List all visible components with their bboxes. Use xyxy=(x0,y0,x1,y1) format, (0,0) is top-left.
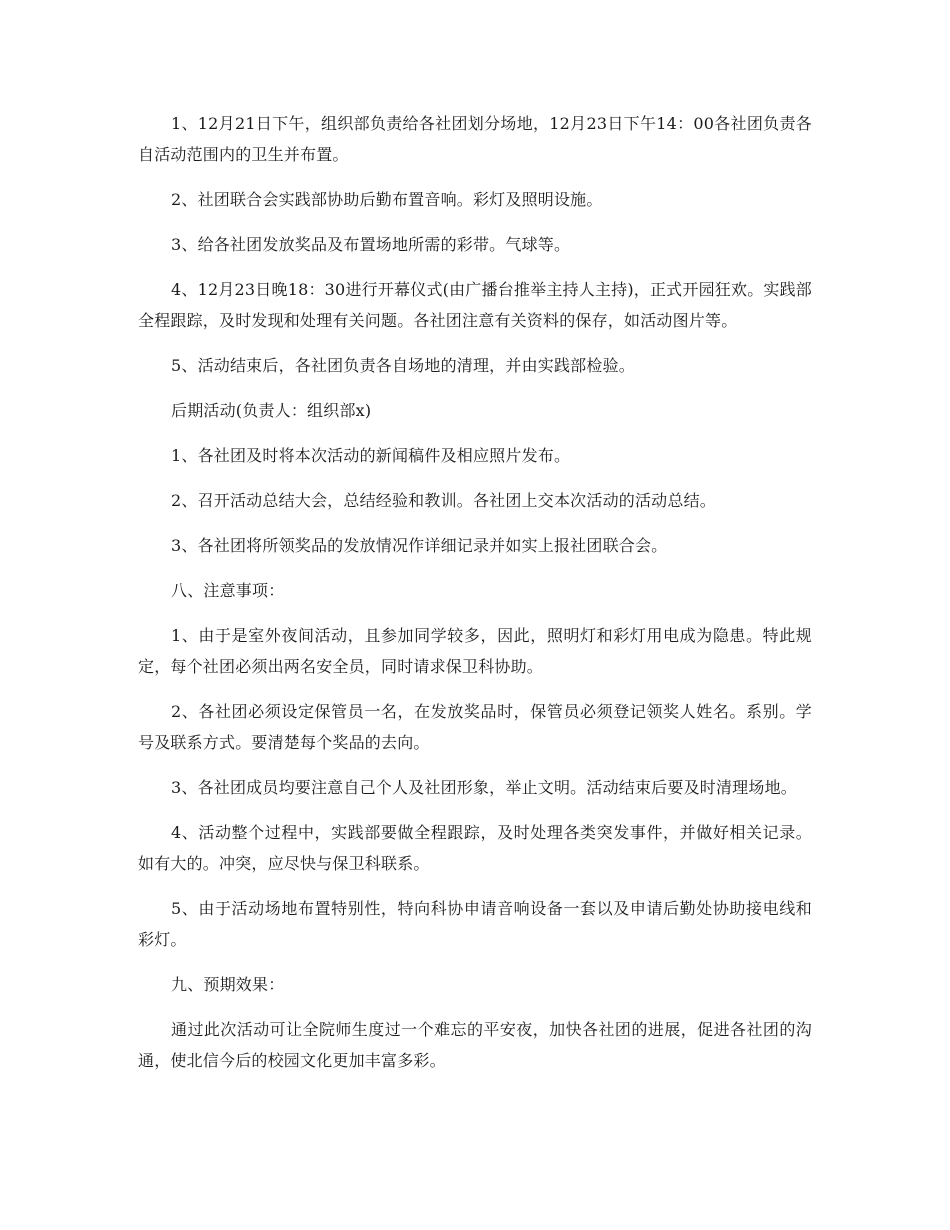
paragraph-prep-2: 2、社团联合会实践部协助后勤布置音响。彩灯及照明设施。 xyxy=(171,190,603,209)
paragraph-prep-3: 3、给各社团发放奖品及布置场地所需的彩带。气球等。 xyxy=(171,235,571,254)
paragraph-note-3: 3、各社团成员均要注意自己个人及社团形象，举止文明。活动结束后要及时清理场地。 xyxy=(171,778,797,797)
paragraph-prep-1: 1、12月21日下午，组织部负责给各社团划分场地，12月23日下午14：00各社团负责各自活动范围内的卫生并布置。 xyxy=(138,114,812,164)
paragraph-note-4: 4、活动整个过程中，实践部要做全程跟踪，及时处理各类突发事件，并做好相关记录。如有大的。冲突，应尽快与保卫科联系。 xyxy=(138,823,812,873)
paragraph-post-1: 1、各社团及时将本次活动的新闻稿件及相应照片发布。 xyxy=(171,446,571,465)
paragraph-prep-4: 4、12月23日晚18：30进行开幕仪式(由广播台推举主持人主持)，正式开园狂欢。实践部全程跟踪，及时发现和处理有关问题。各社团注意有关资料的保存，如活动图片等。 xyxy=(138,280,812,330)
paragraph-note-5: 5、由于活动场地布置特别性，特向科协申请音响设备一套以及申请后勤处协助接电线和彩灯。 xyxy=(138,899,812,949)
paragraph-post-3: 3、各社团将所领奖品的发放情况作详细记录并如实上报社团联合会。 xyxy=(171,536,668,555)
paragraph-expected-effect: 通过此次活动可让全院师生度过一个难忘的平安夜，加快各社团的进展，促进各社团的沟通，使北信今后的校园文化更加丰富多彩。 xyxy=(138,1020,812,1070)
document-page xyxy=(138,108,812,1090)
section-heading-expected-effect: 九、预期效果： xyxy=(171,975,285,994)
section-heading-post-activity: 后期活动(负责人：组织部x) xyxy=(171,401,372,420)
paragraph-note-2: 2、各社团必须设定保管员一名，在发放奖品时，保管员必须登记领奖人姓名。系别。学号及联系方式。要清楚每个奖品的去向。 xyxy=(138,702,812,752)
paragraph-prep-5: 5、活动结束后，各社团负责各自场地的清理，并由实践部检验。 xyxy=(171,356,635,375)
section-heading-notes: 八、注意事项： xyxy=(171,581,285,600)
paragraph-note-1: 1、由于是室外夜间活动，且参加同学较多，因此，照明灯和彩灯用电成为隐患。特此规定，每个社团必须出两名安全员，同时请求保卫科协助。 xyxy=(138,626,812,676)
paragraph-post-2: 2、召开活动总结大会，总结经验和教训。各社团上交本次活动的活动总结。 xyxy=(171,491,716,510)
